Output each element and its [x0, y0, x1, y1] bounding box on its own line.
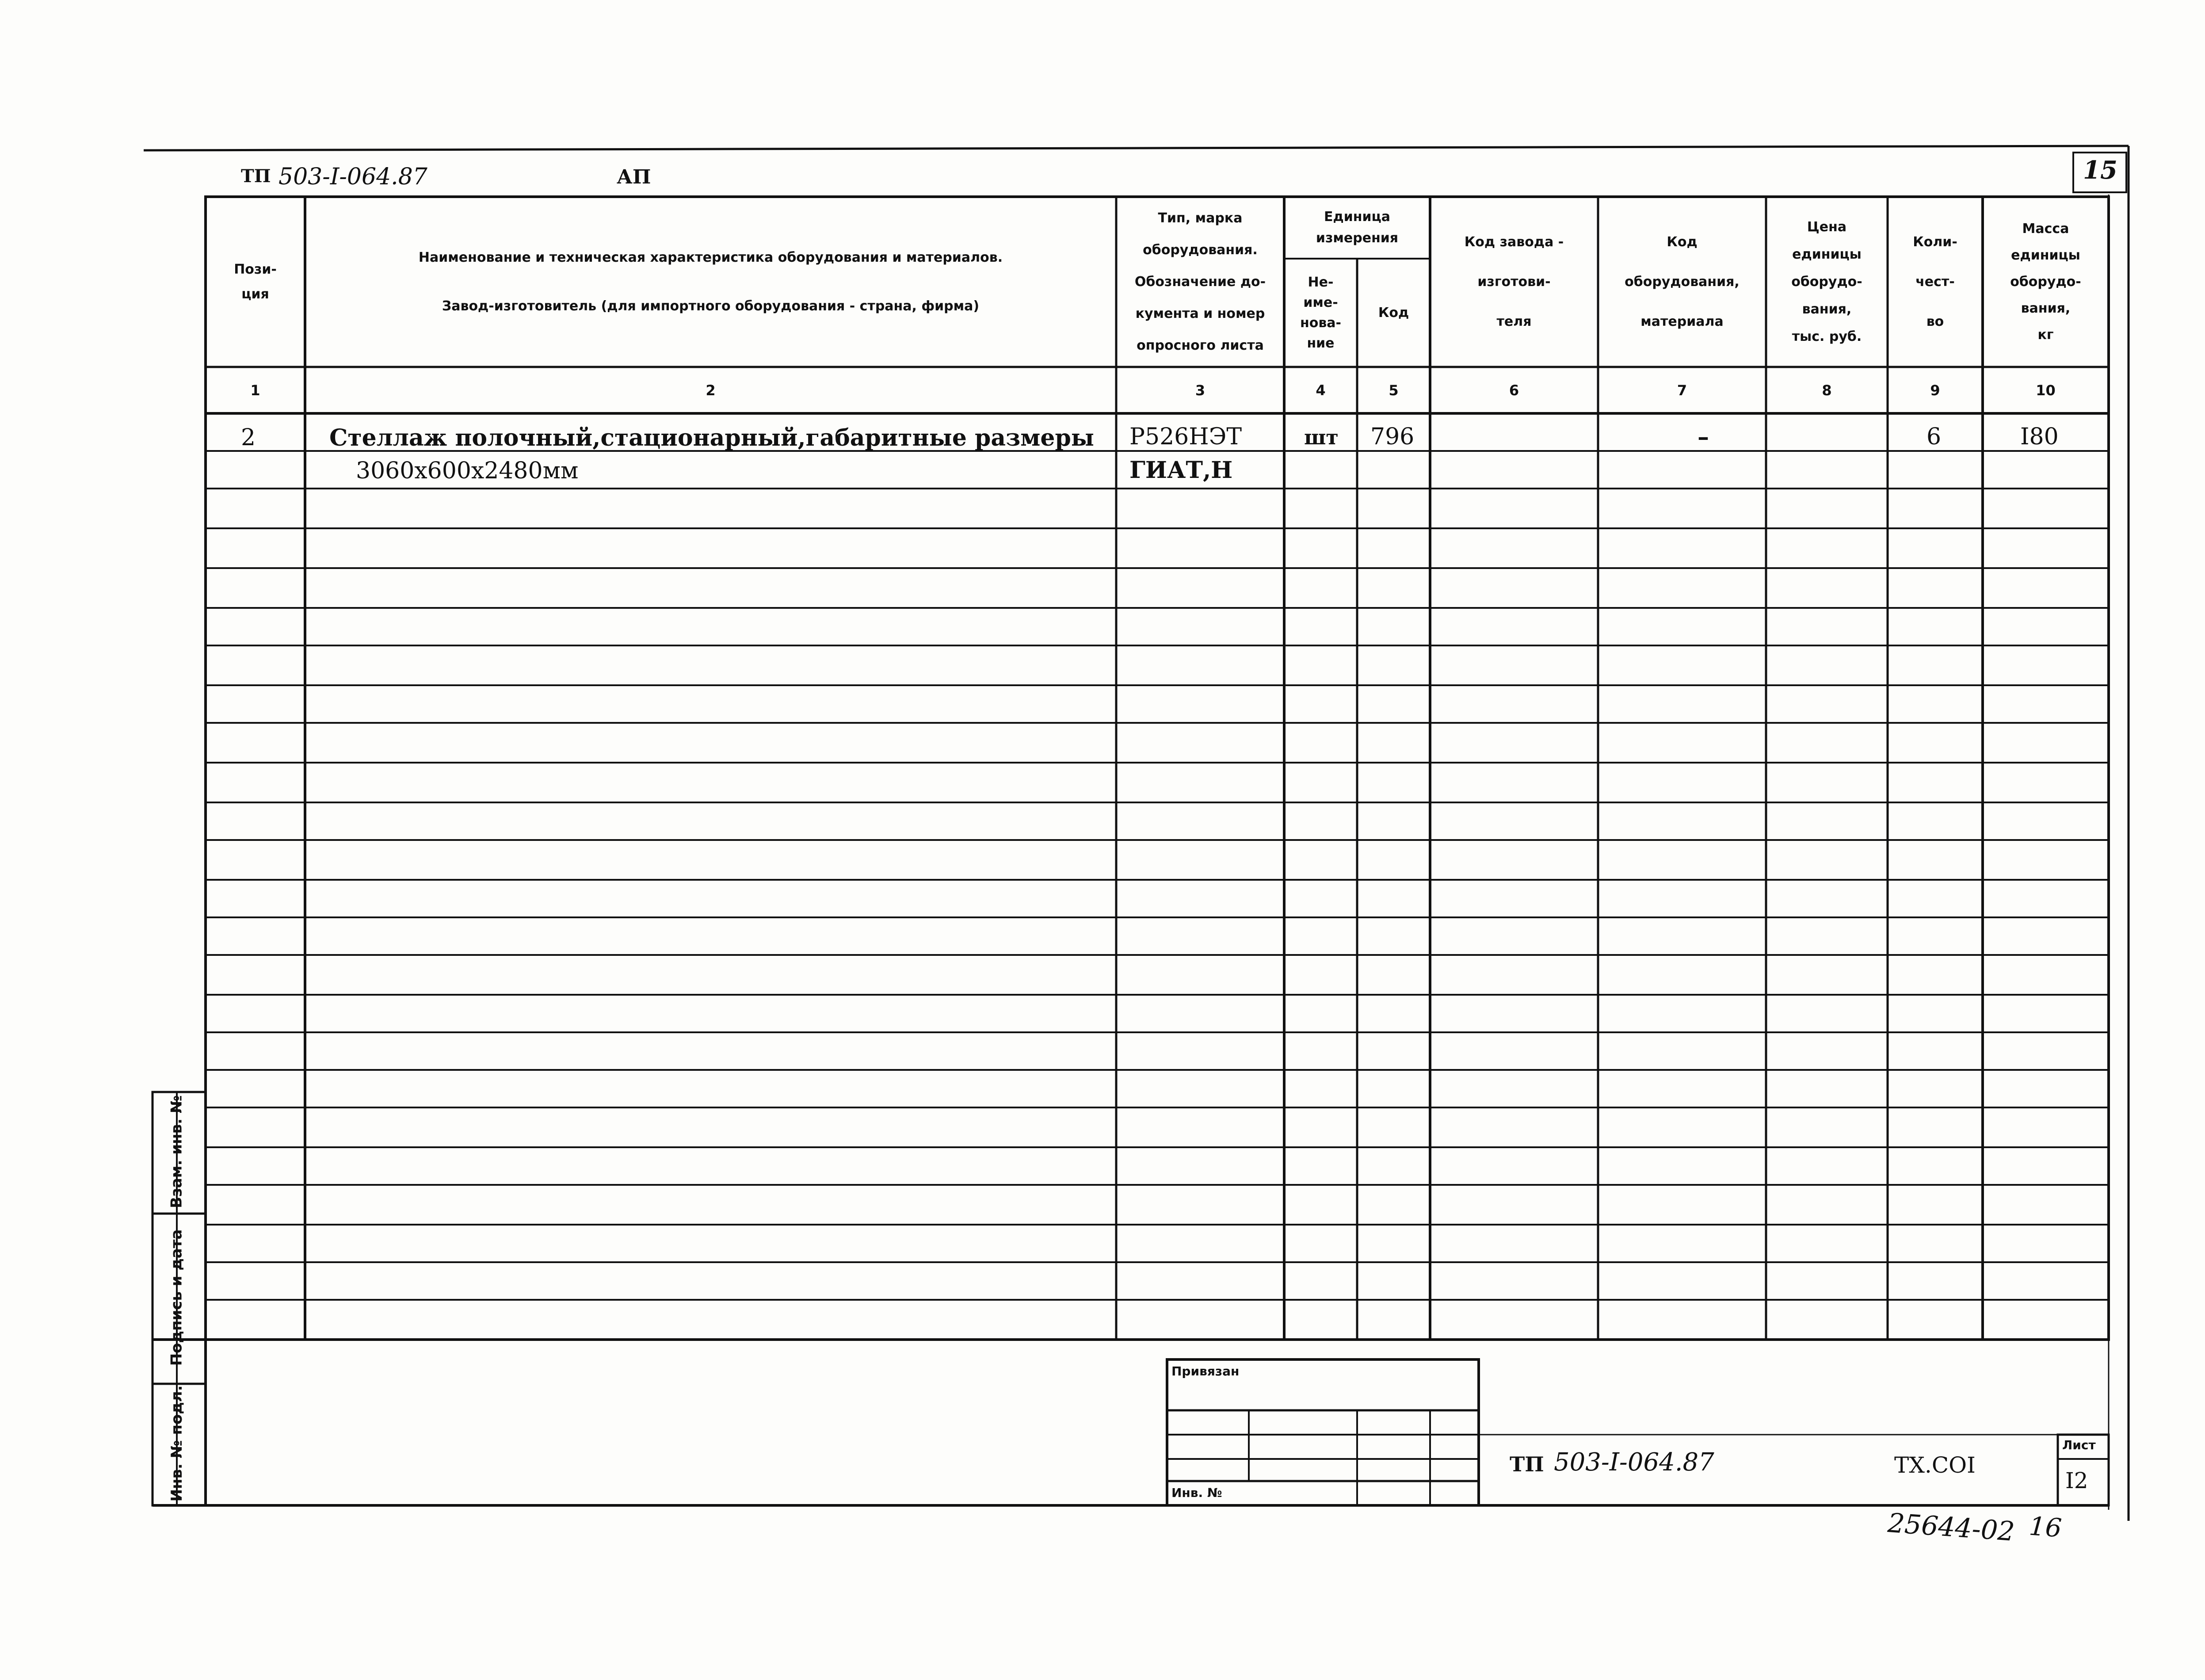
sheet-label: Лист — [2062, 1438, 2096, 1452]
col-header-position: Пози- ция — [234, 261, 277, 302]
doc-code-prefix: ТП — [241, 166, 271, 187]
col-number: 3 — [1195, 382, 1206, 399]
col-number: 10 — [2036, 382, 2056, 399]
side-label-vzam-inv: Взам. инв. № — [168, 1095, 186, 1208]
row-type-line1: Р526НЭТ — [1129, 424, 1242, 450]
privyazan-label: Привязан — [1171, 1364, 1240, 1378]
title-doc-code: 503-I-064.87 — [1554, 1448, 1714, 1477]
sheet-stamp-number: 15 — [2083, 156, 2117, 185]
col-number: 9 — [1930, 382, 1940, 399]
inv-no-label: Инв. № — [1171, 1485, 1222, 1500]
col-header-price: Цена единицы оборудо- вания, тыс. руб. — [1791, 219, 1862, 344]
row-type-line2: ГИАТ,Н — [1129, 457, 1233, 484]
row-unit-code: 796 — [1370, 424, 1415, 450]
col-header-plant-code: Код завода - изготови- теля — [1464, 234, 1564, 329]
section-code: АП — [617, 166, 651, 188]
col-header-unit-code: Код — [1378, 305, 1409, 321]
row-position: 2 — [241, 424, 256, 451]
col-number: 7 — [1677, 382, 1687, 399]
row-name-line1: Стеллаж полочный,стационарный,габаритные размеры — [329, 424, 1094, 451]
row-mass: I80 — [2020, 424, 2059, 450]
col-header-name: Наименование и техническая характеристика оборудования и материалов. Завод-изготовитель (для импортного оборудования - страна, фирма) — [418, 249, 1003, 314]
col-header-type: Тип, марка оборудования. Обозначение до- кумента и номер опросного листа — [1134, 210, 1266, 353]
row-name-line2: 3060х600х2480мм — [356, 458, 579, 484]
col-number: 1 — [250, 382, 260, 399]
side-label-sign-date: Подпись и дата — [168, 1229, 186, 1366]
side-label-inv-podl: Инв. № подл. — [168, 1385, 186, 1502]
col-header-mass: Масса единицы оборудо- вания, кг — [2010, 221, 2081, 343]
col-number: 2 — [706, 382, 716, 399]
sheet-number: I2 — [2065, 1468, 2088, 1493]
col-number: 6 — [1509, 382, 1519, 399]
col-header-quantity: Коли- чест- во — [1913, 234, 1957, 329]
archive-page: 16 — [2028, 1511, 2063, 1543]
row-quantity: 6 — [1927, 424, 1942, 450]
col-number: 5 — [1389, 382, 1399, 399]
archive-number: 25644-02 — [1886, 1508, 2016, 1547]
col-number: 4 — [1316, 382, 1326, 399]
col-header-equipment-code: Код оборудования, материала — [1625, 234, 1740, 329]
drawing-code: ТХ.СОI — [1894, 1452, 1976, 1478]
title-doc-code-prefix: ТП — [1510, 1452, 1544, 1476]
row-equipment-code: – — [1698, 424, 1709, 451]
doc-code: 503-I-064.87 — [278, 164, 427, 190]
row-unit-name: шт — [1304, 425, 1339, 449]
col-number: 8 — [1822, 382, 1832, 399]
col-header-unit-name: Не- име- нова- ние — [1300, 274, 1342, 351]
col-header-unit-group: Единица измерения — [1316, 209, 1399, 246]
